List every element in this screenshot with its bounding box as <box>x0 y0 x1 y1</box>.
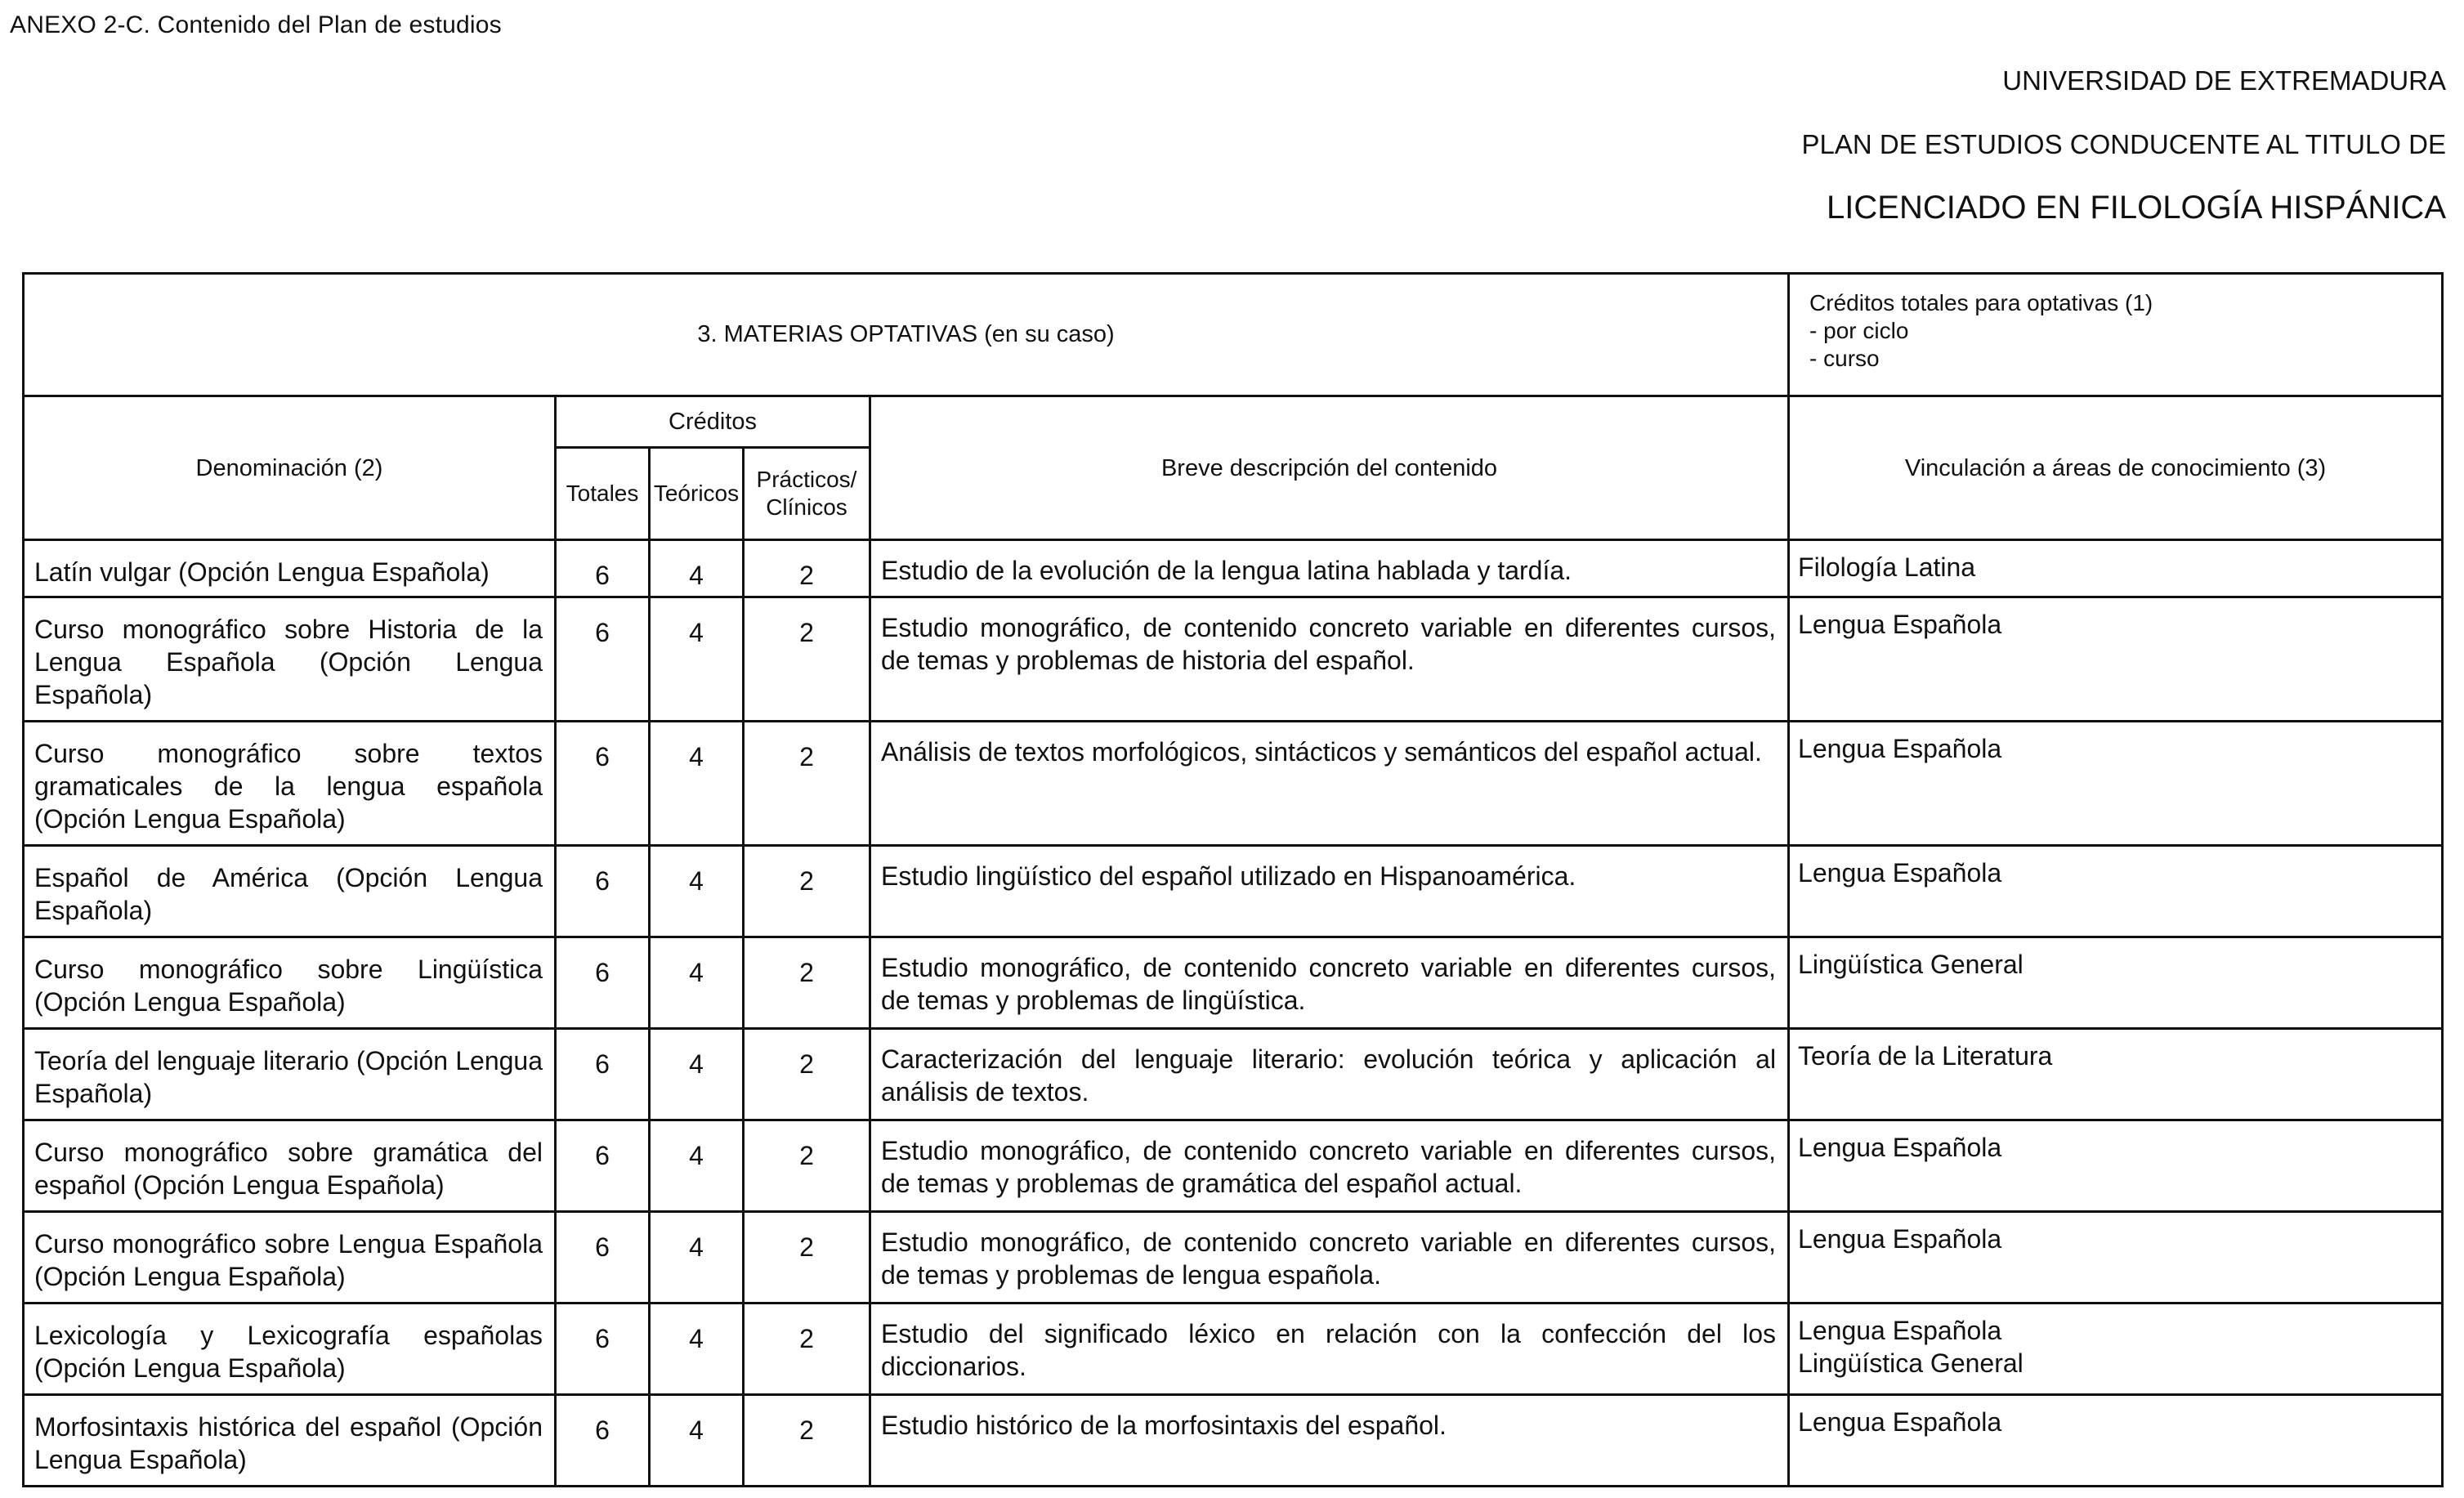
subject-name: Teoría del lenguaje literario (Opción Lengua Española) <box>24 1029 556 1120</box>
table-row <box>24 846 2443 937</box>
subject-description: Estudio monográfico, de contenido concreto variable en diferentes cursos, de temas y problemas de gramática del español actual. <box>870 1120 1789 1212</box>
col-header-vinculacion: Vinculación a áreas de conocimiento (3) <box>1789 396 2443 540</box>
table-row <box>24 1303 2443 1395</box>
col-header-teoricos: Teóricos <box>650 448 744 540</box>
table-row <box>24 1212 2443 1303</box>
knowledge-area <box>1789 1212 2443 1303</box>
subject-name: Latín vulgar (Opción Lengua Española) <box>24 540 556 597</box>
header-row <box>24 396 2443 448</box>
credits-total: 6 <box>556 597 650 722</box>
credits-total: 6 <box>556 937 650 1029</box>
area-name: Lengua Española <box>1798 858 2002 888</box>
credits-practice: 2 <box>744 1395 870 1487</box>
table-row <box>24 1395 2443 1487</box>
table-row <box>24 597 2443 722</box>
credits-total: 6 <box>556 1395 650 1487</box>
subject-description: Estudio histórico de la morfosintaxis del español. <box>870 1395 1789 1487</box>
table-row <box>24 1120 2443 1212</box>
credits-practice: 2 <box>744 1303 870 1395</box>
table-row <box>24 722 2443 846</box>
credits-total: 6 <box>556 1120 650 1212</box>
area-name: Lingüística General <box>1798 1348 2024 1378</box>
section-title: 3. MATERIAS OPTATIVAS (en su caso) <box>24 274 1789 396</box>
subject-name: Curso monográfico sobre Historia de la Lengua Española (Opción Lengua Española) <box>24 597 556 722</box>
knowledge-area <box>1789 540 2443 597</box>
subject-description: Estudio monográfico, de contenido concreto variable en diferentes cursos, de temas y problemas de lengua española. <box>870 1212 1789 1303</box>
credits-practice: 2 <box>744 1029 870 1120</box>
col-header-descripcion: Breve descripción del contenido <box>870 396 1789 540</box>
knowledge-area <box>1789 1395 2443 1487</box>
subject-name: Español de América (Opción Lengua Española) <box>24 846 556 937</box>
credits-practice: 2 <box>744 1212 870 1303</box>
subject-name: Curso monográfico sobre Lengua Española (Opción Lengua Española) <box>24 1212 556 1303</box>
area-name: Lengua Española <box>1798 734 2002 763</box>
knowledge-area <box>1789 846 2443 937</box>
subject-description: Estudio del significado léxico en relación con la confección del los diccionarios. <box>870 1303 1789 1395</box>
credits-theory: 4 <box>650 1303 744 1395</box>
knowledge-area <box>1789 1120 2443 1212</box>
area-name: Lengua Española <box>1798 1316 2002 1345</box>
subject-description: Estudio lingüístico del español utilizado en Hispanoamérica. <box>870 846 1789 937</box>
credits-total-label: Créditos totales para optativas (1) <box>1809 290 2153 315</box>
area-name: Teoría de la Literatura <box>1798 1041 2053 1071</box>
credits-theory: 4 <box>650 597 744 722</box>
annex-title: ANEXO 2-C. Contenido del Plan de estudios <box>10 11 502 38</box>
area-name: Lengua Española <box>1798 610 2002 639</box>
credits-total: 6 <box>556 1212 650 1303</box>
credits-theory: 4 <box>650 722 744 846</box>
credits-practice: 2 <box>744 540 870 597</box>
optional-subjects-table <box>22 272 2444 1487</box>
credits-theory: 4 <box>650 540 744 597</box>
subject-description: Estudio monográfico, de contenido concreto variable en diferentes cursos, de temas y problemas de historia del español. <box>870 597 1789 722</box>
credits-total: 6 <box>556 1303 650 1395</box>
credits-theory: 4 <box>650 1395 744 1487</box>
credits-total: 6 <box>556 1029 650 1120</box>
subject-name: Curso monográfico sobre gramática del español (Opción Lengua Española) <box>24 1120 556 1212</box>
col-header-denominacion: Denominación (2) <box>24 396 556 540</box>
area-name: Filología Latina <box>1798 552 1976 582</box>
subject-description: Estudio de la evolución de la lengua latina hablada y tardía. <box>870 540 1789 597</box>
subject-description: Estudio monográfico, de contenido concreto variable en diferentes cursos, de temas y problemas de lingüística. <box>870 937 1789 1029</box>
subject-name: Curso monográfico sobre Lingüística (Opción Lengua Española) <box>24 937 556 1029</box>
credits-practice: 2 <box>744 1120 870 1212</box>
knowledge-area <box>1789 597 2443 722</box>
subject-name: Curso monográfico sobre textos gramaticales de la lengua española (Opción Lengua Española) <box>24 722 556 846</box>
table-row <box>24 1029 2443 1120</box>
col-header-totales: Totales <box>556 448 650 540</box>
table-row <box>24 937 2443 1029</box>
knowledge-area <box>1789 1029 2443 1120</box>
col-header-creditos: Créditos <box>556 396 870 448</box>
credits-total: 6 <box>556 846 650 937</box>
subject-name: Morfosintaxis histórica del español (Opción Lengua Española) <box>24 1395 556 1487</box>
credits-theory: 4 <box>650 1029 744 1120</box>
credits-total: 6 <box>556 722 650 846</box>
subject-name: Lexicología y Lexicografía españolas (Opción Lengua Española) <box>24 1303 556 1395</box>
credits-practice: 2 <box>744 937 870 1029</box>
credits-per-course-label: - curso <box>1809 346 1880 371</box>
subject-description: Análisis de textos morfológicos, sintácticos y semánticos del español actual. <box>870 722 1789 846</box>
area-name: Lengua Española <box>1798 1224 2002 1254</box>
table-row <box>24 540 2443 597</box>
banner-row <box>24 274 2443 396</box>
knowledge-area <box>1789 722 2443 846</box>
subject-description: Caracterización del lenguaje literario: evolución teórica y aplicación al análisis de textos. <box>870 1029 1789 1120</box>
area-name: Lingüística General <box>1798 950 2024 979</box>
credits-theory: 4 <box>650 1120 744 1212</box>
degree-title: LICENCIADO EN FILOLOGÍA HISPÁNICA <box>1827 190 2446 226</box>
credits-per-cycle-label: - por ciclo <box>1809 318 1909 343</box>
credits-practice: 2 <box>744 846 870 937</box>
col-header-practicos: Prácticos/ Clínicos <box>744 448 870 540</box>
credits-practice: 2 <box>744 722 870 846</box>
plan-title: PLAN DE ESTUDIOS CONDUCENTE AL TITULO DE <box>1801 129 2446 159</box>
credits-theory: 4 <box>650 937 744 1029</box>
credits-totals-box <box>1789 274 2443 396</box>
credits-theory: 4 <box>650 846 744 937</box>
area-name: Lengua Española <box>1798 1407 2002 1437</box>
credits-total: 6 <box>556 540 650 597</box>
credits-theory: 4 <box>650 1212 744 1303</box>
knowledge-area <box>1789 937 2443 1029</box>
knowledge-area <box>1789 1303 2443 1395</box>
credits-practice: 2 <box>744 597 870 722</box>
area-name: Lengua Española <box>1798 1133 2002 1162</box>
university-name: UNIVERSIDAD DE EXTREMADURA <box>2002 65 2446 96</box>
